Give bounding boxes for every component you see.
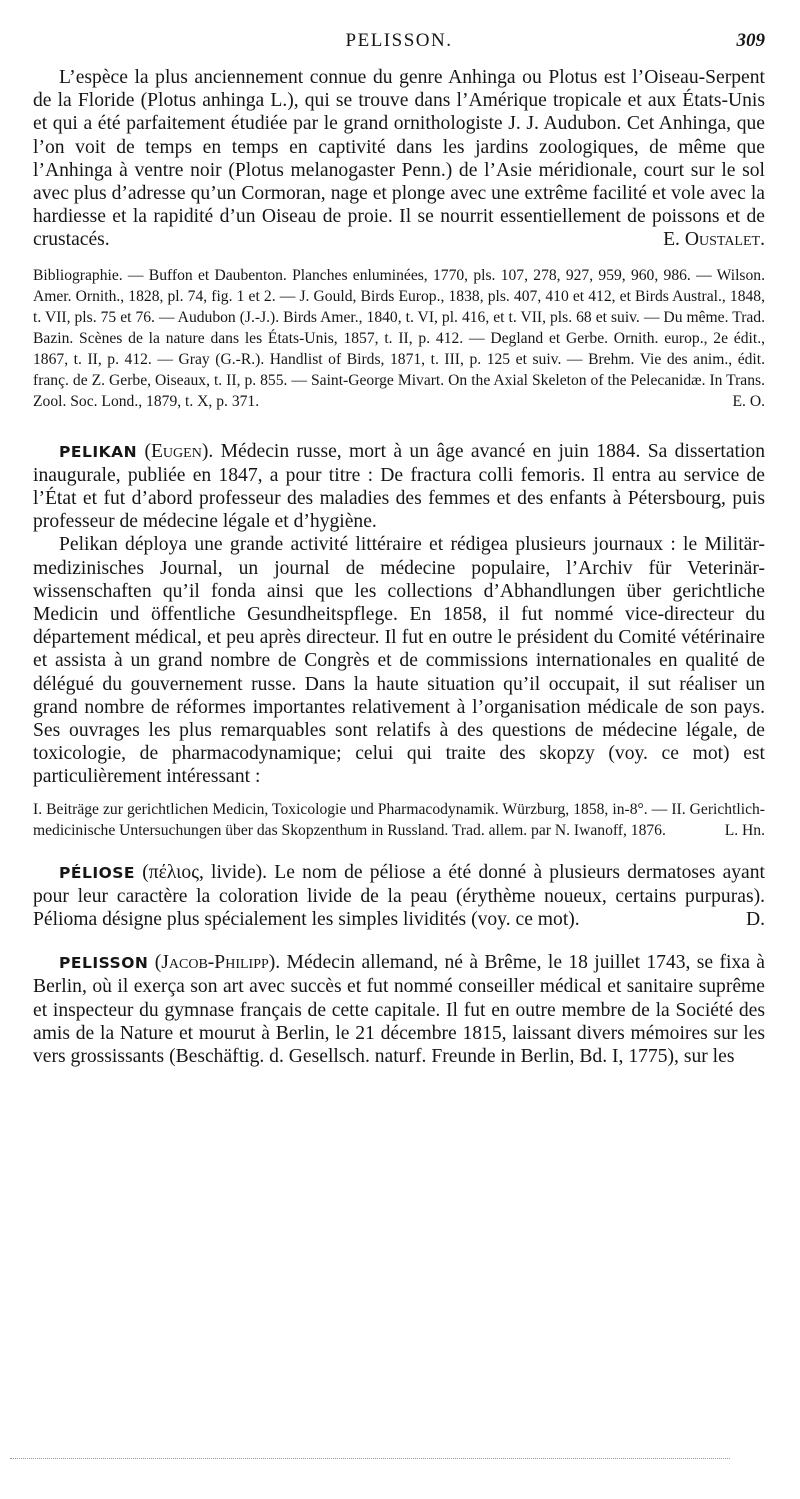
peliose-text: Le nom de péliose a été donné à plusieurs dermatoses ayant pour leur caractère la coloration livide de la peau (érythème noueux, certains purpuras). Pélioma désigne plus spécialement les simples lividités (voy. ce mot). <box>33 861 765 931</box>
pelisson-paragraph <box>33 951 765 1068</box>
pelikan-text-2: Pelikan déploya une grande activité littéraire et rédigea plusieurs journaux : le Militär-medizinisches Journal, un journal de médecine populaire, l’Archiv für Veterinär-wissenschaften qu’il fonda ainsi que les collections d’Abhandlungen über gerichtliche Medicin und öffentliche Gesundheitspflege. En 1858, il fut nommé vice-directeur du département médical, et peu après directeur. Il fut en outre le président du Comité vétérinaire et assista à un grand nombre de Congrès et de commissions internationales en qualité de délégué du gouvernement russe. Dans la haute situation qu’il occupait, il sut réaliser un grand nombre de réformes importantes relativement à l’organisation médicale de son pays. Ses ouvrages les plus remarquables sont relatifs à des questions de médecine légale, de toxicologie, de pharmacodynamique; celui qui traite des skopzy (voy. ce mot) est particulièrement intéressant : <box>33 534 765 788</box>
anhinga-bibliography <box>33 265 765 412</box>
anhinga-text: L’espèce la plus anciennement connue du genre Anhinga ou Plotus est l’Oiseau-Serpent de la Floride (Plotus anhinga L.), qui se trouve dans l’Amérique tropicale et aux États-Unis et qui a été parfaitement étudiée par le grand ornithologiste J. J. Audubon. Cet Anhinga, que l’on voit de temps en temps en captivité dans les jardins zoologiques, de même que l’Anhinga à ventre noir (Plotus melanogaster Penn.) de l’Asie méridionale, court sur le sol avec plus d’adresse qu’un Cormoran, nage et plonge avec une extrême facilité et vole avec la hardiesse et la rapidité d’un Oiseau de proie. Il se nourrit essentiellement de poissons et de crustacés. <box>33 67 765 251</box>
pelisson-name: (Jacob-Philipp). <box>154 952 281 974</box>
pelikan-works-signature: L. Hn. <box>724 821 765 839</box>
page-body <box>33 66 765 1068</box>
running-title: PELISSON. <box>345 30 453 51</box>
pelikan-paragraph-1 <box>33 440 765 534</box>
entry-pelisson <box>33 951 765 1068</box>
pelisson-text: Médecin allemand, né à Brême, le 18 juillet 1743, se fixa à Berlin, où il exerça son art avec succès et fut nommé conseiller médical et sanitaire suprême et inspecteur du gymnase français de cette capitale. Il fut en outre membre de la Société des amis de la Nature et mourut à Berlin, le 21 décembre 1815, laissant divers mémoires sur les vers grossissants (Beschäftig. d. Gesellsch. naturf. Freunde in Berlin, Bd. I, 1775), sur les <box>33 952 765 1068</box>
entry-peliose <box>33 861 765 932</box>
pelikan-paragraph-2 <box>33 533 765 788</box>
running-header <box>33 30 765 58</box>
entry-anhinga-continuation <box>33 66 765 412</box>
page-number: 309 <box>736 30 765 51</box>
peliose-signature: D. <box>745 909 765 931</box>
anhinga-signature: E. Oustalet. <box>663 229 765 251</box>
bibliography-signature: E. O. <box>732 392 765 410</box>
pelikan-works-text: I. Beiträge zur gerichtlichen Medicin, Toxicologie und Pharmacodynamik. Würzburg, 1858, in-8°. — II. Gerichtlich-medicinische Untersuchungen über das Skopzenthum in Russland. Trad. allem. par N. Iwanoff, 1876. <box>33 800 765 839</box>
pelisson-headword: PELISSON <box>59 954 149 973</box>
entry-pelikan <box>33 440 765 841</box>
page-bottom-divider <box>10 1458 730 1460</box>
pelikan-name: (Eugen). <box>144 440 214 462</box>
anhinga-paragraph <box>33 66 765 252</box>
pelikan-headword: PELIKAN <box>59 442 138 461</box>
peliose-etymology: (πέλιος, livide). <box>142 861 268 883</box>
pelikan-works <box>33 799 765 841</box>
peliose-paragraph <box>33 861 765 932</box>
bibliography-text: Bibliographie. — Buffon et Daubenton. Planches enluminées, 1770, pls. 107, 278, 927, 959, 960, 986. — Wilson. Amer. Ornith., 1828, pl. 74, fig. 1 et 2. — J. Gould, Birds Europ., 1838, pls. 407, 410 et 412, et Birds Austral., 1848, t. VII, pls. 75 et 76. — Audubon (J.-J.). Birds Amer., 1840, t. VI, pl. 416, et t. VII, pls. 68 et suiv. — Du même. Trad. Bazin. Scènes de la nature dans les États-Unis, 1857, t. II, p. 412. — Degland et Gerbe. Ornith. europ., 2e édit., 1867, t. II, p. 412. — Gray (G.-R.). Handlist of Birds, 1871, t. III, p. 125 et suiv. — Brehm. Vie des anim., édit. franç. de Z. Gerbe, Oiseaux, t. II, p. 855. — Saint-George Mivart. On the Axial Skeleton of the Pelecanidæ. In Trans. Zool. Soc. Lond., 1879, t. X, p. 371. <box>33 266 765 410</box>
pelikan-text-1: Médecin russe, mort à un âge avancé en juin 1884. Sa dissertation inaugurale, publiée en 1847, a pour titre : De fractura colli femoris. Il entra au service de l’État et fut d’abord professeur des maladies des femmes et des enfants à Pétersbourg, puis professeur de médecine légale et d’hygiène. <box>33 440 765 533</box>
peliose-headword: PÉLIOSE <box>59 863 136 882</box>
